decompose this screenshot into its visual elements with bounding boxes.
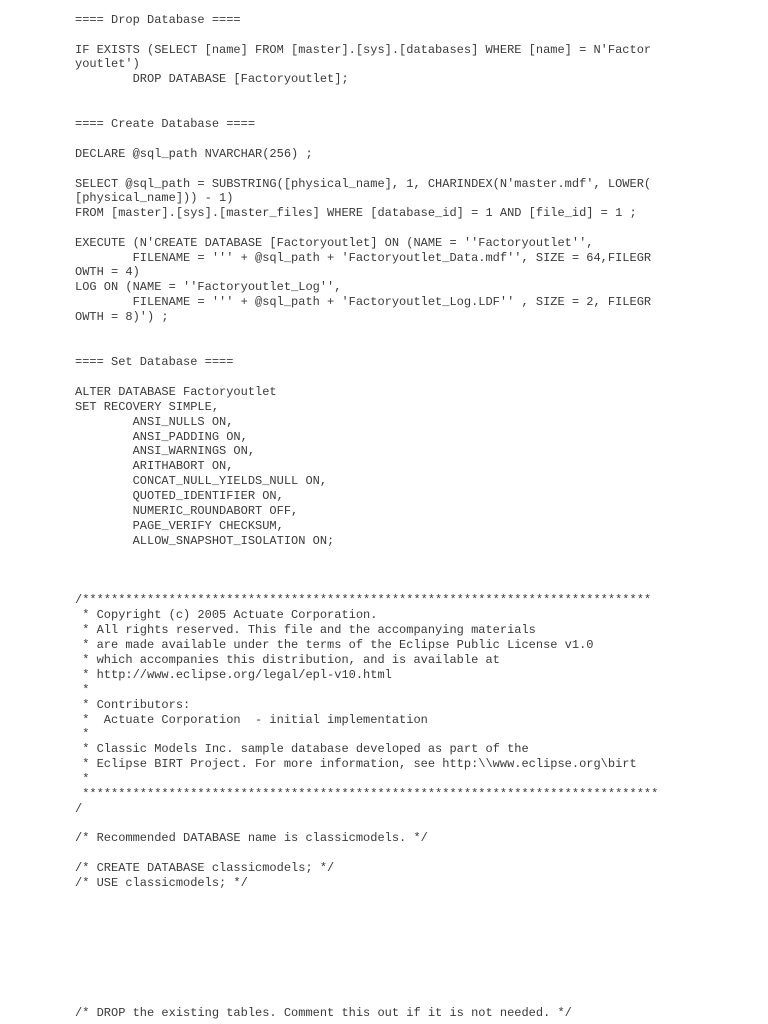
comment-line-drop-tables: /* DROP the existing tables. Comment this out if it is not needed. */ (75, 1006, 572, 1020)
code-line-from-master-files: FROM [master].[sys].[master_files] WHERE [database_id] = 1 AND [file_id] = 1 ; (75, 206, 637, 220)
comment-line-rights: * All rights reserved. This file and the accompanying materials (75, 623, 536, 637)
code-line-log-on: LOG ON (NAME = ''Factoryoutlet_Log'', (75, 280, 342, 294)
code-line-declare: DECLARE @sql_path NVARCHAR(256) ; (75, 147, 313, 161)
code-line-ansi-warnings: ANSI_WARNINGS ON, (75, 444, 256, 458)
comment-line-blank-2: * (75, 727, 90, 741)
comment-line-stars-close: ******************************************************************************** (75, 787, 659, 801)
code-line-arithabort: ARITHABORT ON, (75, 459, 234, 473)
code-line-quoted-identifier: QUOTED_IDENTIFIER ON, (75, 489, 284, 503)
code-line-if-exists: IF EXISTS (SELECT [name] FROM [master].[sys].[databases] WHERE [name] = N'Factor (75, 43, 652, 57)
code-line-execute: EXECUTE (N'CREATE DATABASE [Factoryoutlet] ON (NAME = ''Factoryoutlet'', (75, 236, 594, 250)
code-line-filename-log-cont: OWTH = 8)') ; (75, 310, 169, 324)
code-line-filename-data-cont: OWTH = 4) (75, 265, 140, 279)
comment-line-copyright: * Copyright (c) 2005 Actuate Corporation. (75, 608, 378, 622)
code-line-create-db-header: ==== Create Database ==== (75, 117, 256, 131)
code-line-ansi-padding: ANSI_PADDING ON, (75, 430, 248, 444)
code-line-numeric-roundabort: NUMERIC_ROUNDABORT OFF, (75, 504, 299, 518)
comment-line-slash: / (75, 802, 83, 816)
comment-line-actuate: * Actuate Corporation - initial implementation (75, 713, 428, 727)
comment-line-create-database: /* CREATE DATABASE classicmodels; */ (75, 861, 335, 875)
comment-line-classic-models: * Classic Models Inc. sample database developed as part of the (75, 742, 529, 756)
comment-line-distribution: * which accompanies this distribution, and is available at (75, 653, 500, 667)
code-line-filename-log: FILENAME = ''' + @sql_path + 'Factoryoutlet_Log.LDF'' , SIZE = 2, FILEGR (75, 295, 652, 309)
code-line-select-sql-path-cont: [physical_name])) - 1) (75, 191, 234, 205)
comment-line-birt: * Eclipse BIRT Project. For more information, see http:\\www.eclipse.org\birt (75, 757, 637, 771)
code-line-ansi-nulls: ANSI_NULLS ON, (75, 415, 234, 429)
comment-line-use-database: /* USE classicmodels; */ (75, 876, 248, 890)
code-line-allow-snapshot: ALLOW_SNAPSHOT_ISOLATION ON; (75, 534, 335, 548)
comment-line-stars-open: /******************************************************************************* (75, 593, 652, 607)
code-line-page-verify: PAGE_VERIFY CHECKSUM, (75, 519, 284, 533)
comment-line-contributors: * Contributors: (75, 698, 191, 712)
code-line-filename-data: FILENAME = ''' + @sql_path + 'Factoryoutlet_Data.mdf'', SIZE = 64,FILEGR (75, 251, 652, 265)
code-line-set-db-header: ==== Set Database ==== (75, 355, 234, 369)
code-line-if-exists-cont: youtlet') (75, 57, 140, 71)
code-line-select-sql-path: SELECT @sql_path = SUBSTRING([physical_name], 1, CHARINDEX(N'master.mdf', LOWER( (75, 177, 652, 191)
code-line-drop-db-header: ==== Drop Database ==== (75, 13, 241, 27)
comment-line-recommended-name: /* Recommended DATABASE name is classicmodels. */ (75, 831, 428, 845)
comment-line-blank-3: * (75, 772, 90, 786)
code-line-alter-database: ALTER DATABASE Factoryoutlet (75, 385, 277, 399)
code-line-concat-null: CONCAT_NULL_YIELDS_NULL ON, (75, 474, 328, 488)
comment-line-blank-1: * (75, 683, 90, 697)
comment-line-epl-url: * http://www.eclipse.org/legal/epl-v10.html (75, 668, 392, 682)
code-line-drop-database: DROP DATABASE [Factoryoutlet]; (75, 72, 349, 86)
comment-line-license: * are made available under the terms of the Eclipse Public License v1.0 (75, 638, 594, 652)
code-line-set-recovery: SET RECOVERY SIMPLE, (75, 400, 220, 414)
